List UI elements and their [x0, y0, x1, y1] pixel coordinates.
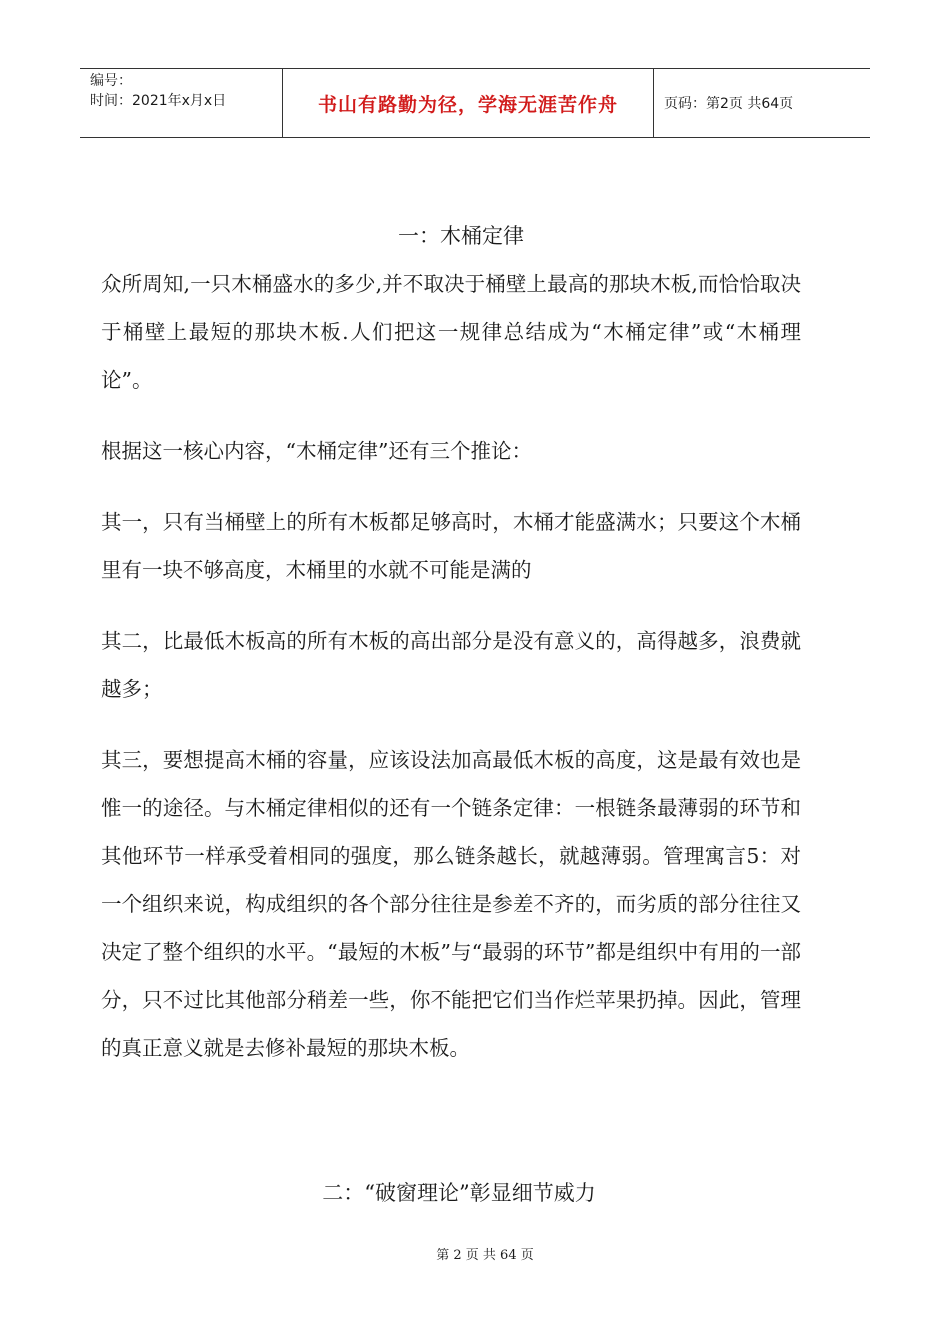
header-page-cell [654, 69, 870, 137]
header-motto-cell [282, 69, 654, 137]
header-motto: 书山有路勤为径，学海无涯苦作舟 [317, 93, 618, 116]
document-body [101, 212, 801, 1205]
paragraph: 其三，要想提高木桶的容量，应该设法加高最低木板的高度，这是最有效也是惟一的途径。与木桶定律相似的还有一个链条定律：一根链条最薄弱的环节和其他环节一样承受着相同的强度，那么链条越长，就越薄弱。管理寓言5：对一个组织来说，构成组织的各个部分往往是参差不齐的，而劣质的部分往往又决定了整个组织的水平。“最短的木板”与“最弱的环节”都是组织中有用的一部分，只不过比其他部分稍差一些，你不能把它们当作烂苹果扔掉。因此，管理的真正意义就是去修补最短的那块木板。 [101, 748, 801, 1060]
section-title-broken-window: 二：“破窗理论”彰显细节威力 [322, 1181, 596, 1205]
document-date: 时间：2021年x月x日 [90, 93, 227, 109]
header-page-info: 页码：第2页 共64页 [664, 96, 794, 112]
paragraph: 众所周知,一只木桶盛水的多少,并不取决于桶壁上最高的那块木板,而恰恰取决于桶壁上最短的那块木板.人们把这一规律总结成为“木桶定律”或“木桶理论”。 [101, 272, 801, 392]
document-number-label: 编号： [90, 73, 132, 89]
section-title-barrel-law: 一：木桶定律 [398, 224, 524, 248]
paragraph: 其二，比最低木板高的所有木板的高出部分是没有意义的，高得越多，浪费就越多； [101, 629, 801, 701]
paragraph: 其一，只有当桶壁上的所有木板都足够高时，木桶才能盛满水；只要这个木桶里有一块不够高度，木桶里的水就不可能是满的 [101, 510, 801, 582]
page-header [80, 68, 870, 138]
page-footer: 第 2 页 共 64 页 [436, 1248, 534, 1263]
header-meta [80, 69, 282, 137]
paragraph: 根据这一核心内容，“木桶定律”还有三个推论： [101, 439, 532, 463]
